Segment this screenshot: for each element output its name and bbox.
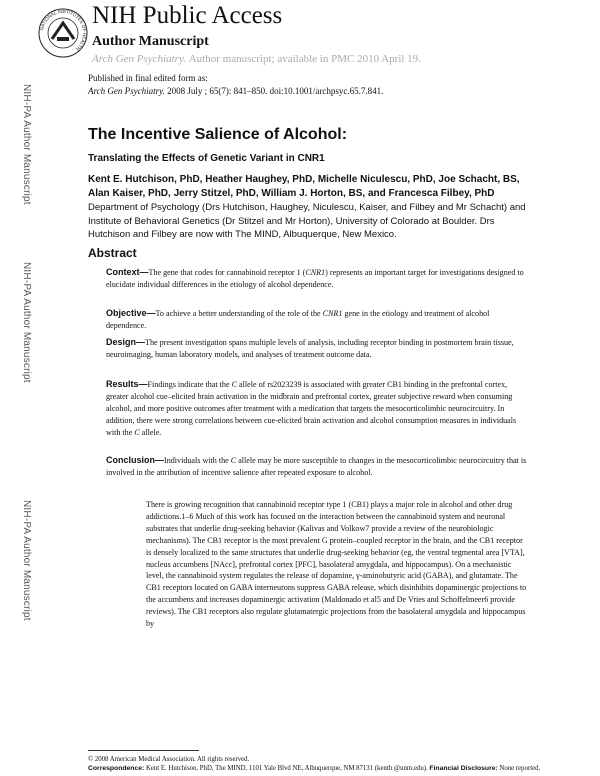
citation-details: 2008 July ; 65(7): 841–850. doi:10.1001/archpsyc.65.7.841. <box>167 86 384 96</box>
affiliations: Department of Psychology (Drs Hutchison, Haughey, Niculescu, Kaiser, and Filbey and Mr Schacht) and Institute of Behavioral Genetics (Dr Stitzel and Mr Horton), University of Colorado at Boulder. Drs Hutchison and Filbey are now with The MIND, Albuquerque, New Mexico. <box>88 202 526 240</box>
nih-public-access-title: NIH Public Access <box>92 2 283 29</box>
results-text-a: Findings indicate that the <box>147 380 232 389</box>
article-title: The Incentive Salience of Alcohol: <box>88 126 348 143</box>
objective-label: Objective— <box>106 308 156 318</box>
conclusion-allele: C <box>230 456 237 465</box>
disclosure-text: None reported. <box>497 765 541 772</box>
copyright-note: © 2008 American Medical Association. All rights reserved. <box>88 756 250 763</box>
conclusion-text-a: Individuals with the <box>164 456 231 465</box>
watermark-top: NIH-PA Author Manuscript <box>21 84 32 205</box>
citation-line <box>88 86 383 96</box>
design-text: The present investigation spans multiple levels of analysis, including receptor binding in postmortem brain tissue, neuroimaging, human laboratory models, and analyses of treatment outcome data. <box>106 338 514 359</box>
footnote-divider <box>88 750 199 751</box>
abstract-design <box>106 336 530 361</box>
context-label: Context— <box>106 267 149 277</box>
abstract-heading: Abstract <box>88 246 137 260</box>
objective-gene: CNR1 <box>322 309 343 318</box>
results-text-c: allele. <box>139 428 162 437</box>
conclusion-text-b: allele may be more susceptible to changes in the mesocorticolimbic neurocircuitry that is involved in the attribution of incentive salience after repeated exposure to alcohol. <box>106 456 527 477</box>
correspondence-label: Correspondence: <box>88 765 145 772</box>
correspondence-note <box>88 764 540 773</box>
abstract-conclusion <box>106 454 530 479</box>
context-gene: CNR1 <box>305 268 326 277</box>
watermark-bottom: NIH-PA Author Manuscript <box>21 500 32 621</box>
results-allele-2: C <box>134 428 140 437</box>
article-subtitle: Translating the Effects of Genetic Variant in CNR1 <box>88 153 325 164</box>
body-paragraph: There is growing recognition that cannabinoid receptor type 1 (CB1) plays a major role in alcohol and other drug addictions.1–6 Much of this work has focused on the interaction between the cannabinoid system and neuronal substrates that underlie drug-seeking behavior (Kalivas and Volkow7 provide a review of the neurobiologic mechanisms). The CB1 receptor is the most prevalent G protein–coupled receptor in the brain, and the CB1 receptor is densely localized to the same structures that underlie drug-seeking behavior (eg, the ventral tegmental area [VTA], nucleus accumbens [NAcc], prefrontal cortex [PFC], basolateral amygdala, and hippocampus). On a mechanistic level, the cannabinoid system regulates the release of dopamine, γ-aminobutyric acid (GABA), and glutamate. The CB1 receptors located on GABA interneurons suppress GABA release, which disinhibits dopaminergic projections to the accumbens and increases dopaminergic activation (Maldonado et al5 and De Vries and Schoffelmeer6 provide reviews). The CB1 receptors also regulate glutamatergic projections from the basolateral amygdala and hippocampus by <box>146 500 527 629</box>
design-label: Design— <box>106 337 146 347</box>
header-availability: Author manuscript; available in PMC 2010 April 19. <box>188 53 421 65</box>
logo-ring-text: NATIONAL INSTITUTES OF HEALTH <box>39 8 88 52</box>
disclosure-label: Financial Disclosure: <box>429 765 498 772</box>
results-text-b: allele of rs2023239 is associated with greater CB1 binding in the prefrontal cortex, greater alcohol cue–elicited brain activation in the midbrain and prefrontal cortex, greater subjective reward when consuming alcohol, and more positive outcomes after treatment with a medication that targets the mesocorticolimbic neurocircuitry. In addition, there were strong correlations between cue-elicited brain activation and alcohol consumption measures in individuals with the <box>106 380 517 437</box>
header-journal: Arch Gen Psychiatry. <box>92 53 186 65</box>
correspondence-text: Kent E. Hutchison, PhD, The MIND, 1101 Yale Blvd NE, Albuquerque, NM 87131 (kenth @unm.edu). <box>144 765 428 772</box>
context-text-a: The gene that codes for cannabinoid receptor 1 ( <box>148 268 306 277</box>
published-label: Published in final edited form as: <box>88 73 208 83</box>
availability-line <box>92 53 421 65</box>
abstract-results <box>106 378 530 439</box>
abstract-context <box>106 266 530 291</box>
context-text-b: ) represents an important target for investigations designed to elucidate individual differences in the etiology of alcohol dependence. <box>106 268 524 289</box>
watermark-middle: NIH-PA Author Manuscript <box>21 262 32 383</box>
results-allele: C <box>231 380 237 389</box>
nih-logo <box>38 8 88 58</box>
abstract-objective <box>106 307 530 332</box>
author-manuscript-label: Author Manuscript <box>92 34 209 49</box>
objective-text-a: To achieve a better understanding of the role of the <box>155 309 323 318</box>
results-label: Results— <box>106 379 148 389</box>
citation-journal: Arch Gen Psychiatry. <box>88 86 165 96</box>
objective-text-b: gene in the etiology and treatment of alcohol dependence. <box>106 309 490 330</box>
conclusion-label: Conclusion— <box>106 455 164 465</box>
author-list: Kent E. Hutchison, PhD, Heather Haughey, PhD, Michelle Niculescu, PhD, Joe Schacht, BS, Alan Kaiser, PhD, Jerry Stitzel, PhD, William J. Horton, BS, and Francesca Filbey, PhD <box>88 174 520 199</box>
